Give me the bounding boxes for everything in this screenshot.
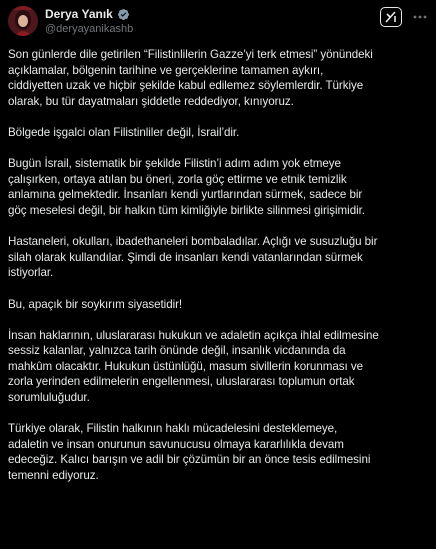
- post-paragraph: Son günlerde dile getirilen “Filistinlilerin Gazze’yi terk etmesi” yönündeki açıklamalar, bölgenin tarihine ve gerçeklerine tamamen aykırı, ciddiyetten uzak ve hiçbir şekilde kabul edilemez söylemlerdir. Türkiye olarak, bu tür dayatmaları şiddetle reddediyor, kınıyoruz.: [8, 48, 373, 108]
- author-handle[interactable]: @deryayanikashb: [45, 23, 134, 35]
- post-paragraph: Türkiye olarak, Filistin halkının haklı mücadelesini desteklemeye, adaletin ve insan onurunun savunucusu olmaya kararlılıkla devam edeceğiz. Kalıcı barışın ve adil bir çözümün bir an önce tesis edilmesini temenni ediyoruz.: [8, 422, 371, 483]
- avatar[interactable]: [8, 6, 38, 36]
- post-paragraph: Bu, apaçık bir soykırım siyasetidir!: [8, 297, 183, 311]
- author-identity: [45, 7, 133, 35]
- post-paragraph: Bugün İsrail, sistematik bir şekilde Filistin’i adım adım yok etmeye çalışırken, ortaya atılan bu öneri, zorla göç ettirme ve etnik temizlik anlamına gelmektedir. İnsanları kendi yurtlarından sürmek, sadece bir göç meselesi değil, bir halkın tüm kimliğiyle birlikte silinmesi girişimidir.: [8, 157, 365, 217]
- more-options-button[interactable]: [412, 7, 428, 27]
- grok-icon: [384, 10, 398, 24]
- verified-badge-icon: [117, 8, 130, 21]
- more-icon: [413, 15, 427, 19]
- post-actions: [380, 7, 428, 27]
- post-paragraph: İnsan haklarının, uluslararası hukukun ve adaletin açıkça ihlal edilmesine sessiz kalanlar, yalnızca tarih önünde değil, insanlık vicdanında da mahkûm olacaktır. Hukukun üstünlüğü, masum sivillerin korunması ve zorla yerinden edilmelerin engellenmesi, uluslararası toplumun ortak sorumluluğudur.: [8, 328, 379, 405]
- post-header: [8, 6, 428, 46]
- name-row: [45, 7, 133, 21]
- avatar-photo: [8, 6, 38, 36]
- grok-button[interactable]: [380, 7, 402, 27]
- post-text: [8, 47, 428, 484]
- author-display-name[interactable]: Derya Yanık: [45, 7, 113, 21]
- post-paragraph: Hastaneleri, okulları, ibadethaneleri bombaladılar. Açlığı ve susuzluğu bir silah olarak kullandılar. Şimdi de insanları kendi vatanlarından sürmek istiyorlar.: [8, 235, 378, 280]
- post-paragraph: Bölgede işgalci olan Filistinliler değil, İsrail’dir.: [8, 125, 240, 139]
